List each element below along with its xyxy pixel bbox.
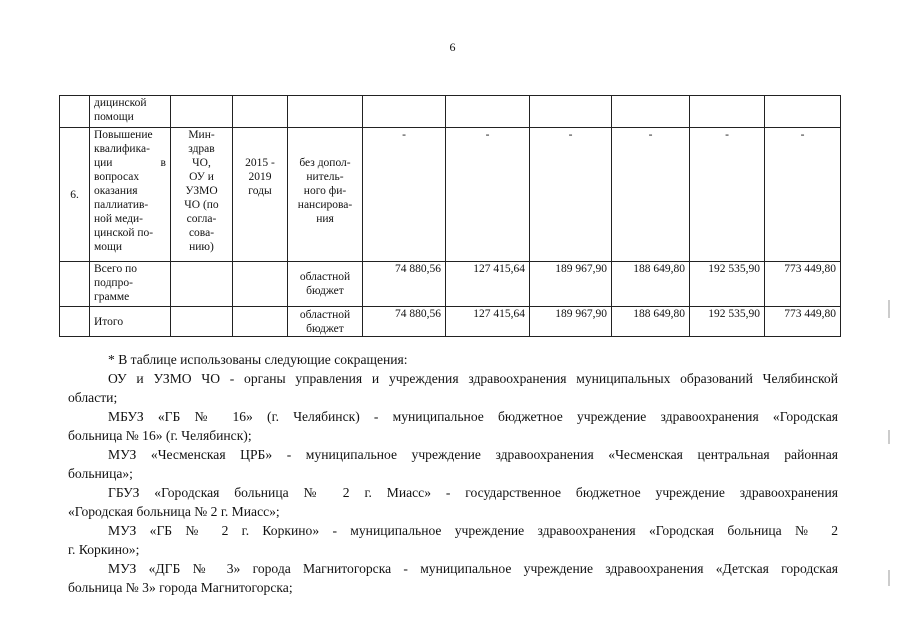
cell-value: [690, 96, 765, 128]
executor-line: ОУ и: [189, 171, 214, 183]
cell-value: 189 967,90: [530, 262, 612, 307]
source-line: ного фи-: [303, 185, 347, 197]
note-line: больница»;: [68, 466, 133, 481]
cell-value: -: [363, 128, 446, 262]
cell-value: -: [446, 128, 530, 262]
table-row: [60, 307, 841, 337]
name-line: вопросах: [94, 171, 140, 183]
cell-value: 127 415,64: [446, 262, 530, 307]
cell-value: [446, 96, 530, 128]
abbreviations-notes: [68, 350, 838, 597]
source-line: областной: [299, 271, 351, 283]
name-line: дицинской: [94, 97, 147, 109]
name-line: грамме: [94, 291, 130, 303]
executor-line: Мин-: [188, 129, 215, 141]
note-line: больница № 16» (г. Челябинск);: [68, 428, 252, 443]
cell-name: [90, 96, 171, 128]
cell-value: 188 649,80: [612, 307, 690, 337]
executor-line: сова-: [188, 227, 215, 239]
cell-value: 74 880,56: [363, 307, 446, 337]
name-line: Всего по: [94, 263, 137, 275]
note-line: области;: [68, 390, 118, 405]
cell-term: [233, 262, 288, 307]
cell-term: [233, 128, 288, 262]
cell-value: 189 967,90: [530, 307, 612, 337]
executor-line: УЗМО: [185, 185, 218, 197]
table-row: [60, 128, 841, 262]
name-line: мощи: [94, 241, 123, 253]
name-line: цинской по-: [94, 227, 154, 239]
cell-value: 127 415,64: [446, 307, 530, 337]
notes-intro: * В таблице использованы следующие сокращения:: [108, 352, 408, 367]
cell-value: 192 535,90: [690, 262, 765, 307]
cell-value: 74 880,56: [363, 262, 446, 307]
cell-value: [530, 96, 612, 128]
term-line: годы: [248, 185, 272, 197]
note-line: ОУ и УЗМО ЧО - органы управления и учреждения здравоохранения муниципальных образований Челябинской: [108, 371, 838, 386]
scan-edge-mark: [888, 300, 890, 318]
source-line: без допол-: [299, 157, 351, 169]
source-line: бюджет: [306, 322, 344, 335]
name-line: квалифика-: [94, 143, 150, 155]
cell-value: -: [612, 128, 690, 262]
executor-line: ЧО (по: [184, 199, 219, 211]
cell-term: [233, 307, 288, 337]
cell-value: 773 449,80: [765, 262, 841, 307]
page-number: 6: [449, 40, 456, 54]
name-line: подпро-: [94, 277, 133, 289]
name-line: ной меди-: [94, 213, 143, 225]
note-line: г. Коркино»;: [68, 542, 140, 557]
cell-value: 188 649,80: [612, 262, 690, 307]
cell-value: [363, 96, 446, 128]
name-line: оказания: [94, 185, 138, 197]
executor-line: здрав: [188, 143, 215, 155]
cell-value: 773 449,80: [765, 307, 841, 337]
name-line: паллиатив-: [94, 199, 149, 211]
term-line: 2015 -: [245, 157, 275, 169]
cell-name: [90, 128, 171, 262]
term-line: 2019: [248, 171, 272, 183]
executor-line: согла-: [186, 213, 217, 225]
cell-num: [60, 262, 90, 307]
note-line: МБУЗ «ГБ № 16» (г. Челябинск) - муниципальное бюджетное учреждение здравоохранения «Городская: [108, 409, 838, 424]
note-line: МУЗ «Чесменская ЦРБ» - муниципальное учреждение здравоохранения «Чесменская центральная районная: [108, 447, 838, 462]
cell-name: Итого: [90, 307, 171, 337]
table-row: [60, 96, 841, 128]
source-line: ния: [316, 213, 334, 225]
cell-executor: [171, 262, 233, 307]
note-line: ГБУЗ «Городская больница № 2 г. Миасс» - государственное бюджетное учреждение здравоохранения: [108, 485, 838, 500]
name-line: ции в: [94, 157, 166, 169]
executor-line: ЧО,: [192, 157, 211, 169]
cell-source: [288, 262, 363, 307]
cell-executor: [171, 128, 233, 262]
cell-value: -: [690, 128, 765, 262]
note-line: больница № 3» города Магнитогорска;: [68, 580, 293, 595]
cell-source: [288, 307, 363, 337]
note-line: МУЗ «ДГБ № 3» города Магнитогорска - муниципальное учреждение здравоохранения «Детская городская: [108, 561, 838, 576]
source-line: нансирова-: [297, 199, 353, 211]
source-line: нитель-: [306, 171, 344, 183]
name-line: Повышение: [94, 129, 153, 141]
scan-edge-mark: [888, 430, 890, 444]
subprogram-table: [59, 95, 841, 337]
cell-value: [765, 96, 841, 128]
note-line: МУЗ «ГБ № 2 г. Коркино» - муниципальное учреждение здравоохранения «Городская больница № 2: [108, 523, 838, 538]
cell-source: [288, 128, 363, 262]
cell-num: [60, 307, 90, 337]
cell-num: 6.: [60, 128, 90, 262]
cell-executor: [171, 307, 233, 337]
source-line: бюджет: [306, 285, 344, 297]
name-line: помощи: [94, 111, 134, 123]
executor-line: нию): [189, 241, 214, 253]
cell-value: -: [530, 128, 612, 262]
source-line: областной: [299, 308, 351, 321]
cell-value: -: [765, 128, 841, 262]
cell-name: [90, 262, 171, 307]
cell-value: 192 535,90: [690, 307, 765, 337]
cell-source: [288, 96, 363, 128]
cell-num: [60, 96, 90, 128]
cell-executor: [171, 96, 233, 128]
note-line: «Городская больница № 2 г. Миасс»;: [68, 504, 280, 519]
cell-value: [612, 96, 690, 128]
table-row: [60, 262, 841, 307]
cell-term: [233, 96, 288, 128]
scan-edge-mark: [888, 570, 890, 586]
